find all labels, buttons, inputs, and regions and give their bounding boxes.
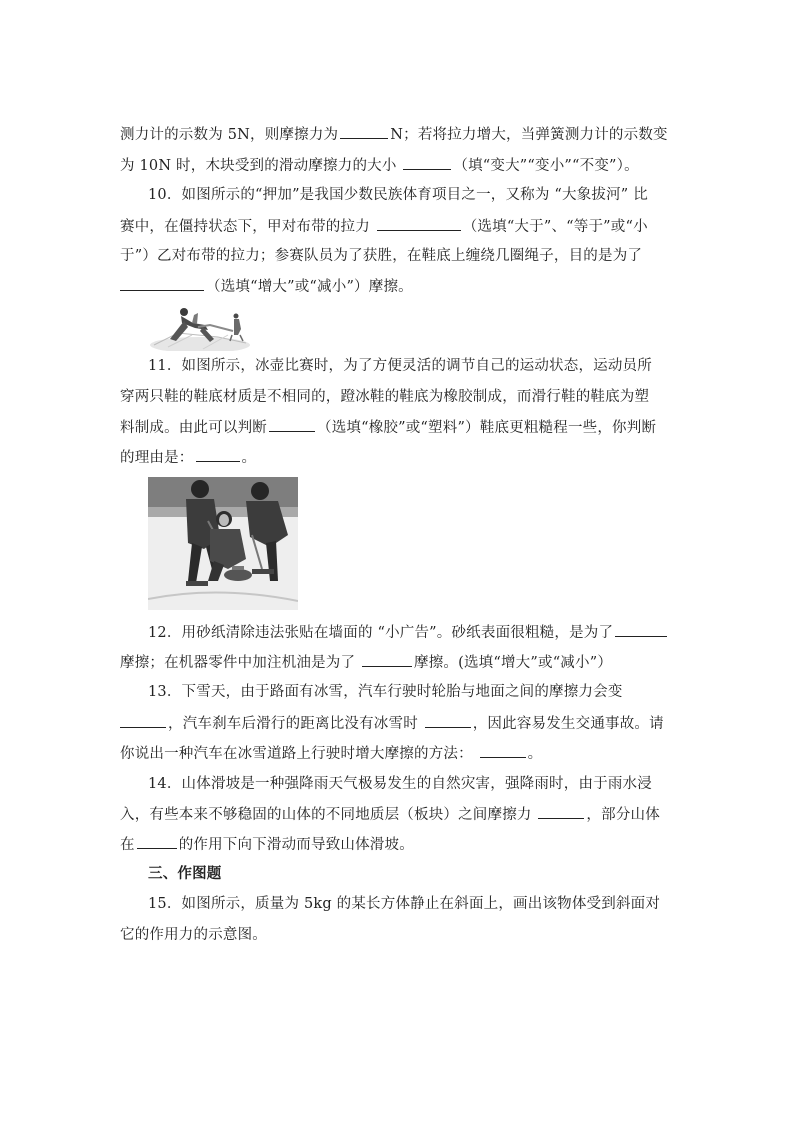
question-15-line: 它的作用力的示意图。 — [120, 927, 267, 943]
question-13-line — [120, 743, 680, 764]
question-10-line: 于”）乙对布带的拉力；参赛队员为了获胜，在鞋底上缠绕几圈绳子，目的是为了 — [120, 248, 643, 264]
line-text: 赛中，在僵持状态下，甲对布带的拉力 — [120, 219, 370, 235]
question-10-line — [120, 216, 680, 237]
answer-blank — [120, 276, 204, 291]
answer-blank — [377, 216, 461, 231]
line-text: 的作用下向下滑动而导致山体滑坡。 — [178, 837, 414, 853]
question-12-line — [148, 622, 708, 643]
line-text: 你说出一种汽车在冰雪道路上行驶时增大摩擦的方法： — [120, 746, 473, 762]
question-13-line — [120, 713, 680, 734]
line-text: 料制成。由此可以判断 — [120, 420, 267, 436]
line-text: （填“变大”“变小”“不变”）。 — [453, 158, 639, 174]
line-text: 摩擦。(选填“增大”或“减小”） — [414, 655, 613, 671]
text-line — [120, 155, 680, 176]
answer-blank — [340, 124, 388, 139]
line-text: 为 10N 时，木块受到的滑动摩擦力的大小 — [120, 158, 397, 174]
line-text: 摩擦；在机器零件中加注机油是为了 — [120, 655, 356, 671]
answer-blank — [615, 622, 667, 637]
line-text: ，部分山体 — [586, 807, 660, 823]
question-10-line — [120, 276, 680, 297]
question-12-line — [120, 652, 680, 673]
line-text: 测力计的示数为 5N，则摩擦力为 — [120, 127, 339, 143]
answer-blank — [425, 713, 471, 728]
line-text: ，汽车刹车后滑行的距离比没有冰雪时 — [168, 716, 418, 732]
answer-blank — [538, 804, 584, 819]
line-text: ，因此容易发生交通事故。请 — [472, 716, 664, 732]
answer-blank — [362, 652, 412, 667]
answer-blank — [269, 417, 315, 432]
text-line — [120, 124, 680, 145]
line-text: 。 — [241, 450, 257, 466]
line-text: 的理由是： — [120, 450, 194, 466]
line-text: （选填“大于”、“等于”或“小 — [462, 219, 648, 235]
question-11-line — [120, 417, 680, 438]
line-text: 12．用砂纸清除违法张贴在墙面的 “小广告”。砂纸表面很粗糙，是为了 — [148, 625, 614, 641]
question-14-line — [120, 804, 680, 825]
question-11-line: 11．如图所示，冰壶比赛时，为了方便灵活的调节自己的运动状态，运动员所 — [148, 358, 652, 374]
question-11-line — [120, 447, 680, 468]
question-15-line: 15．如图所示，质量为 5kg 的某长方体静止在斜面上，画出该物体受到斜面对 — [148, 896, 661, 912]
answer-blank — [403, 155, 451, 170]
question-14-line — [120, 834, 680, 855]
question-10-line: 10．如图所示的“押加”是我国少数民族体育项目之一，又称为 “大象拔河” 比 — [148, 187, 648, 203]
answer-blank — [196, 447, 240, 462]
section-heading: 三、作图题 — [148, 865, 222, 882]
line-text: 入，有些本来不够稳固的山体的不同地质层（板块）之间摩擦力 — [120, 807, 532, 823]
answer-blank — [120, 713, 166, 728]
line-text: N；若将拉力增大，当弹簧测力计的示数变 — [390, 127, 668, 143]
line-text: 在 — [120, 837, 135, 853]
question-11-line: 穿两只鞋的鞋底材质是不相同的，蹬冰鞋的鞋底为橡胶制成，而滑行鞋的鞋底为塑 — [120, 389, 650, 405]
question-14-line: 14．山体滑坡是一种强降雨天气极易发生的自然灾害，强降雨时，由于雨水浸 — [148, 776, 652, 792]
line-text: （选填“增大”或“减小”）摩擦。 — [206, 279, 413, 295]
answer-blank — [480, 743, 526, 758]
question-13-line: 13．下雪天，由于路面有冰雪，汽车行驶时轮胎与地面之间的摩擦力会变 — [148, 684, 623, 700]
line-text: 。 — [527, 746, 543, 762]
line-text: （选填“橡胶”或“塑料”）鞋底更粗糙程一些，你判断 — [317, 420, 657, 436]
yajia-tug-of-war-photo — [148, 305, 252, 351]
curling-photo — [148, 477, 298, 610]
answer-blank — [137, 834, 177, 849]
